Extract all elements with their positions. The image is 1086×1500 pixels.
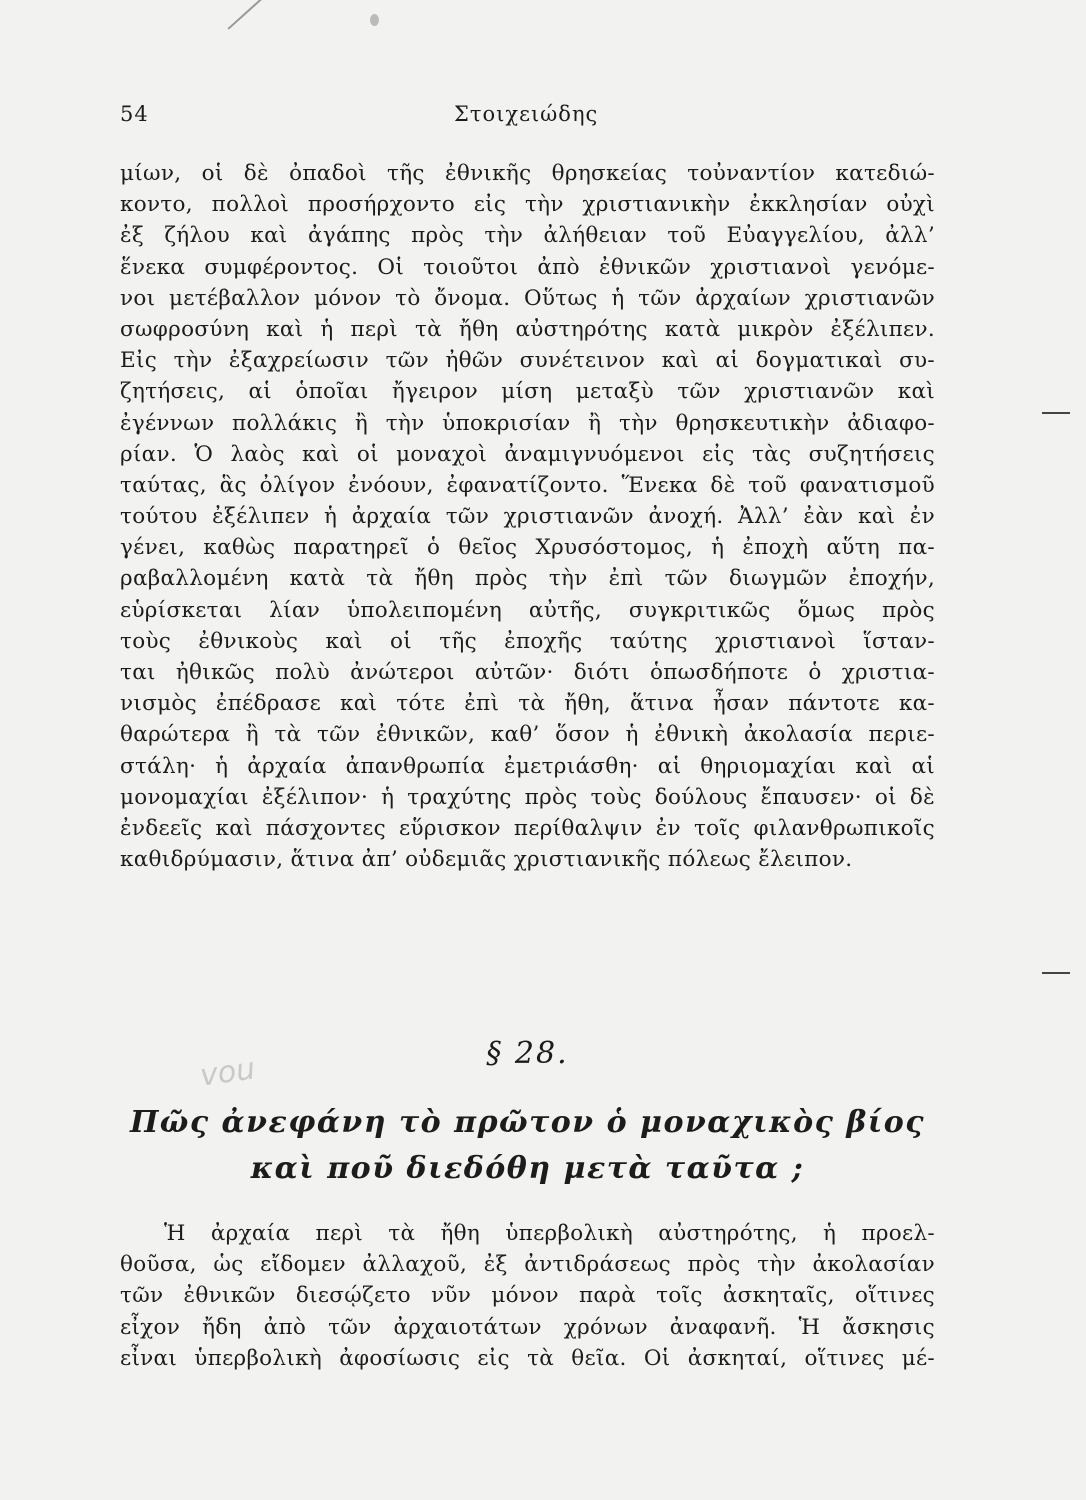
text-line: ταύτας, ἃς ὀλίγον ἐνόουν, ἐφανατίζοντο. Ἕνεκα δὲ τοῦ φανατισμοῦ: [120, 472, 935, 498]
section-title: [120, 1100, 935, 1192]
margin-tick: [1042, 412, 1070, 414]
text-line: μονομαχίαι ἐξέλιπον· ἡ τραχύτης πρὸς τοὺς δούλους ἔπαυσεν· οἱ δὲ: [120, 784, 935, 810]
text-line: ἐνδεεῖς καὶ πάσχοντες εὕρισκον περίθαλψιν ἐν τοῖς φιλανθρωπικοῖς: [120, 815, 935, 841]
text-line: θοῦσα, ὡς εἴδομεν ἀλλαχοῦ, ἐξ ἀντιδράσεως πρὸς τὴν ἀκολασίαν: [120, 1252, 935, 1278]
section-title-line: Πῶς ἀνεφάνη τὸ πρῶτον ὁ μοναχικὸς βίος: [129, 1105, 926, 1140]
text-line: ζητήσεις, αἱ ὁποῖαι ἤγειρον μίση μεταξὺ τῶν χριστιανῶν καὶ: [120, 379, 935, 405]
page-header: [120, 102, 940, 132]
text-line: ται ἠθικῶς πολὺ ἀνώτεροι αὐτῶν· διότι ὁπωσδήποτε ὁ χριστια-: [120, 660, 935, 685]
text-line: ἐξ ζήλου καὶ ἀγάπης πρὸς τὴν ἀλήθειαν τοῦ Εὐαγγελίου, ἀλλ’: [120, 223, 935, 249]
text-line: ἐγέννων πολλάκις ἢ τὴν ὑποκρισίαν ἢ τὴν θρησκευτικὴν ἀδιαφο-: [120, 410, 935, 436]
text-line: στάλη· ἡ ἀρχαία ἀπανθρωπία ἐμετριάσθη· αἱ θηριομαχίαι καὶ αἱ: [120, 753, 935, 779]
page-number: 54: [120, 102, 149, 126]
scan-mark-dot: [370, 14, 379, 26]
running-title: Στοιχειώδης: [454, 102, 599, 126]
section-number: § 28.: [486, 1036, 569, 1071]
text-line: Ἡ ἀρχαία περὶ τὰ ἤθη ὑπερβολικὴ αὐστηρότης, ἡ προελ-: [164, 1221, 935, 1246]
text-line: καθιδρύμασιν, ἅτινα ἀπ’ οὐδεμιᾶς χριστιανικῆς πόλεως ἔλειπον.: [120, 847, 853, 873]
text-line: εὑρίσκεται λίαν ὑπολειπομένη αὐτῆς, συγκριτικῶς ὅμως πρὸς: [120, 597, 935, 623]
text-line: νοι μετέβαλλον μόνον τὸ ὄνομα. Οὕτως ἡ τῶν ἀρχαίων χριστιανῶν: [120, 285, 935, 311]
text-line: σωφροσύνη καὶ ἡ περὶ τὰ ἤθη αὐστηρότης κατὰ μικρὸν ἐξέλιπεν.: [120, 316, 935, 342]
text-line: εἶναι ὑπερβολικὴ ἀφοσίωσις εἰς τὰ θεῖα. Οἱ ἀσκηταί, οἵτινες μέ-: [120, 1345, 935, 1371]
margin-tick: [1042, 972, 1070, 974]
text-line: μίων, οἱ δὲ ὀπαδοὶ τῆς ἐθνικῆς θρησκείας τοὐναντίον κατεδιώ-: [120, 161, 935, 186]
scan-mark-line: [227, 0, 262, 29]
paragraph-1: [120, 158, 935, 875]
text-line: ραβαλλομένη κατὰ τὰ ἤθη πρὸς τὴν ἐπὶ τῶν διωγμῶν ἐποχήν,: [120, 566, 935, 592]
text-line: ἕνεκα συμφέροντος. Οἱ τοιοῦτοι ἀπὸ ἐθνικῶν χριστιανοὶ γενόμε-: [120, 254, 935, 280]
text-line: θαρώτερα ἢ τὰ τῶν ἐθνικῶν, καθ’ ὅσον ἡ ἐθνικὴ ἀκολασία περιε-: [120, 722, 935, 748]
text-line: τούτου ἐξέλιπεν ἡ ἀρχαία τῶν χριστιανῶν ἀνοχή. Ἀλλ’ ἐὰν καὶ ἐν: [120, 504, 935, 530]
text-line: Εἰς τὴν ἐξαχρείωσιν τῶν ἠθῶν συνέτεινον καὶ αἱ δογματικαὶ συ-: [120, 348, 935, 374]
pencil-annotation: vou: [197, 1051, 258, 1094]
text-line: εἶχον ἤδη ἀπὸ τῶν ἀρχαιοτάτων χρόνων ἀναφανῆ. Ἡ ἄσκησις: [120, 1314, 935, 1340]
text-line: τοὺς ἐθνικοὺς καὶ οἱ τῆς ἐποχῆς ταύτης χριστιανοὶ ἵσταν-: [120, 628, 935, 654]
text-line: τῶν ἐθνικῶν διεσῴζετο νῦν μόνον παρὰ τοῖς ἀσκηταῖς, οἵτινες: [120, 1283, 935, 1309]
text-line: κοντο, πολλοὶ προσήρχοντο εἰς τὴν χριστιανικὴν ἐκκλησίαν οὐχὶ: [120, 192, 935, 218]
text-line: γένει, καθὼς παρατηρεῖ ὁ θεῖος Χρυσόστομος, ἡ ἐποχὴ αὕτη πα-: [120, 535, 935, 561]
section-title-line: καὶ ποῦ διεδόθη μετὰ ταῦτα ;: [250, 1151, 805, 1186]
text-line: νισμὸς ἐπέδρασε καὶ τότε ἐπὶ τὰ ἤθη, ἅτινα ἦσαν πάντοτε κα-: [120, 691, 935, 717]
paragraph-2: [120, 1218, 935, 1374]
text-line: ρίαν. Ὁ λαὸς καὶ οἱ μοναχοὶ ἀναμιγνυόμενοι εἰς τὰς συζητήσεις: [120, 441, 935, 467]
